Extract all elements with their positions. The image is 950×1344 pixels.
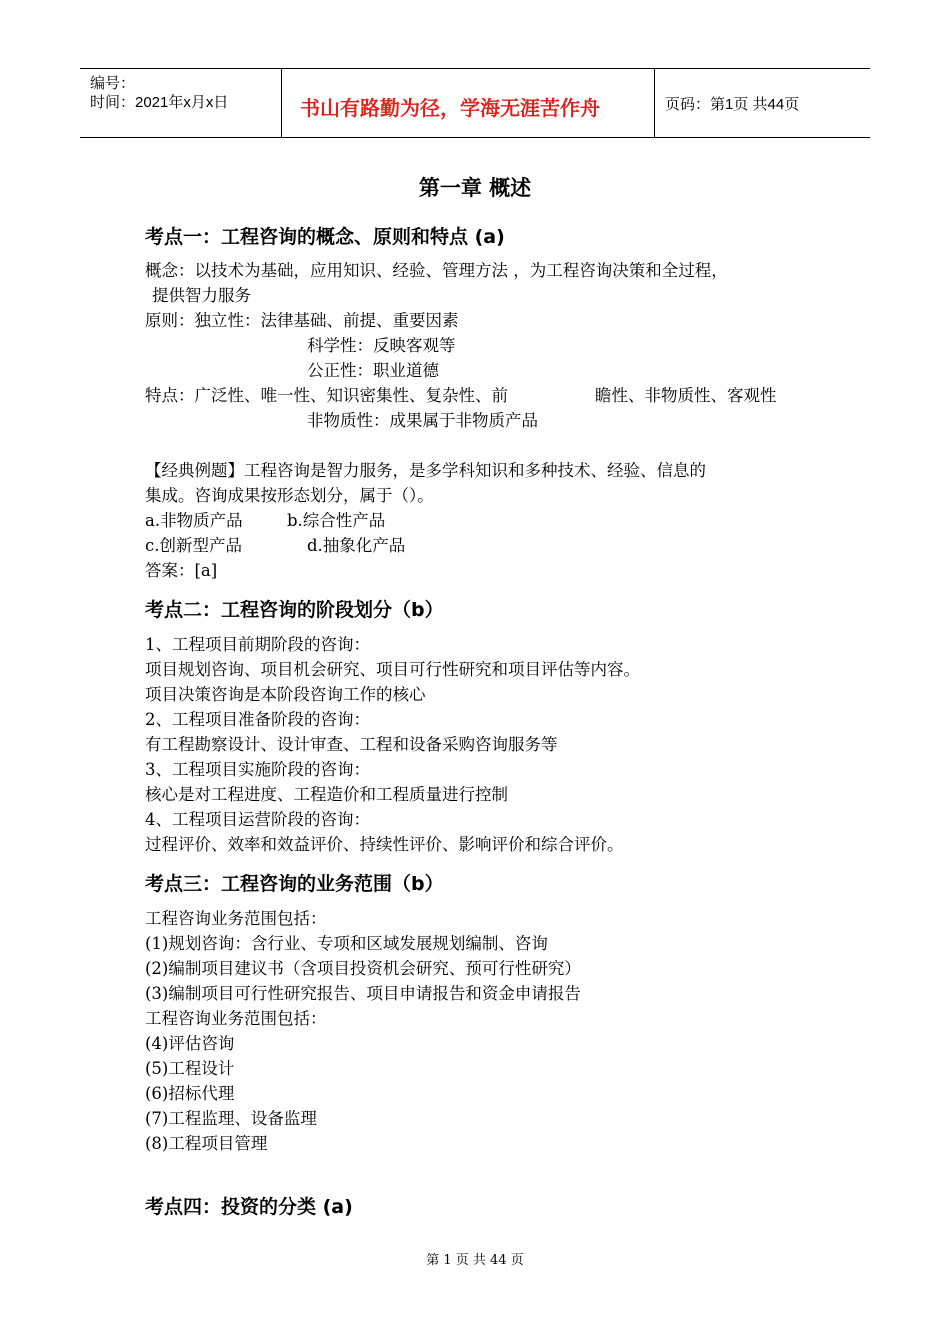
- paragraph-line: 原则：独立性：法律基础、前提、重要因素: [145, 311, 459, 330]
- doc-date-label: 时间：2021年x月x日: [90, 94, 229, 111]
- list-item: (6)招标代理: [145, 1084, 235, 1103]
- paragraph-line: 项目规划咨询、项目机会研究、项目可行性研究和项目评估等内容。: [145, 660, 640, 679]
- header-divider: [281, 69, 282, 137]
- option-b: b.综合性产品: [287, 511, 386, 530]
- option-a: a.非物质产品: [145, 511, 243, 530]
- paragraph-line: 3、工程项目实施阶段的咨询：: [145, 760, 370, 779]
- page-footer: 第 1 页 共 44 页: [426, 1253, 524, 1268]
- section-heading: 考点三：工程咨询的业务范围（b）: [145, 873, 444, 895]
- paragraph-line: 工程咨询业务范围包括：: [145, 909, 327, 928]
- option-d: d.抽象化产品: [307, 536, 406, 555]
- page-number-label: 页码：第1页 共44页: [665, 96, 800, 113]
- paragraph-line: 2、工程项目准备阶段的咨询：: [145, 710, 370, 729]
- header-bar: [80, 68, 870, 138]
- list-item: (8)工程项目管理: [145, 1134, 268, 1153]
- paragraph-line: 1、工程项目前期阶段的咨询：: [145, 635, 370, 654]
- section-heading: 考点二：工程咨询的阶段划分（b）: [145, 599, 444, 621]
- paragraph-line: 瞻性、非物质性、客观性: [595, 386, 777, 405]
- section-heading: 考点四：投资的分类 (a): [145, 1196, 353, 1218]
- paragraph-line: 非物质性：成果属于非物质产品: [307, 411, 538, 430]
- example-question-line: 集成。咨询成果按形态划分，属于（）。: [145, 486, 434, 505]
- list-item: (3)编制项目可行性研究报告、项目申请报告和资金申请报告: [145, 984, 581, 1003]
- chapter-title: 第一章 概述: [418, 176, 532, 200]
- header-divider: [654, 69, 655, 137]
- paragraph-line: 特点：广泛性、唯一性、知识密集性、复杂性、前: [145, 386, 508, 405]
- header-motto: 书山有路勤为径，学海无涯苦作舟: [300, 96, 600, 120]
- paragraph-line: 有工程勘察设计、设计审查、工程和设备采购咨询服务等: [145, 735, 558, 754]
- answer-line: 答案：[a]: [145, 561, 218, 580]
- paragraph-line: 提供智力服务: [152, 286, 251, 305]
- list-item: (4)评估咨询: [145, 1034, 235, 1053]
- paragraph-line: 工程咨询业务范围包括：: [145, 1009, 327, 1028]
- list-item: (1)规划咨询：含行业、专项和区域发展规划编制、咨询: [145, 934, 548, 953]
- paragraph-line: 过程评价、效率和效益评价、持续性评价、影响评价和综合评价。: [145, 835, 624, 854]
- section-heading: 考点一：工程咨询的概念、原则和特点 (a): [145, 226, 505, 248]
- paragraph-line: 项目决策咨询是本阶段咨询工作的核心: [145, 685, 426, 704]
- paragraph-line: 科学性：反映客观等: [307, 336, 456, 355]
- list-item: (5)工程设计: [145, 1059, 235, 1078]
- example-question-line: 【经典例题】工程咨询是智力服务，是多学科知识和多种技术、经验、信息的: [145, 461, 706, 480]
- paragraph-line: 4、工程项目运营阶段的咨询：: [145, 810, 370, 829]
- list-item: (7)工程监理、设备监理: [145, 1109, 317, 1128]
- list-item: (2)编制项目建议书（含项目投资机会研究、预可行性研究）: [145, 959, 581, 978]
- paragraph-line: 概念：以技术为基础，应用知识、经验、管理方法 ，为工程咨询决策和全过程，: [145, 261, 728, 280]
- paragraph-line: 公正性：职业道德: [307, 361, 439, 380]
- option-c: c.创新型产品: [145, 536, 242, 555]
- doc-number-label: 编号：: [90, 75, 136, 92]
- paragraph-line: 核心是对工程进度、工程造价和工程质量进行控制: [145, 785, 508, 804]
